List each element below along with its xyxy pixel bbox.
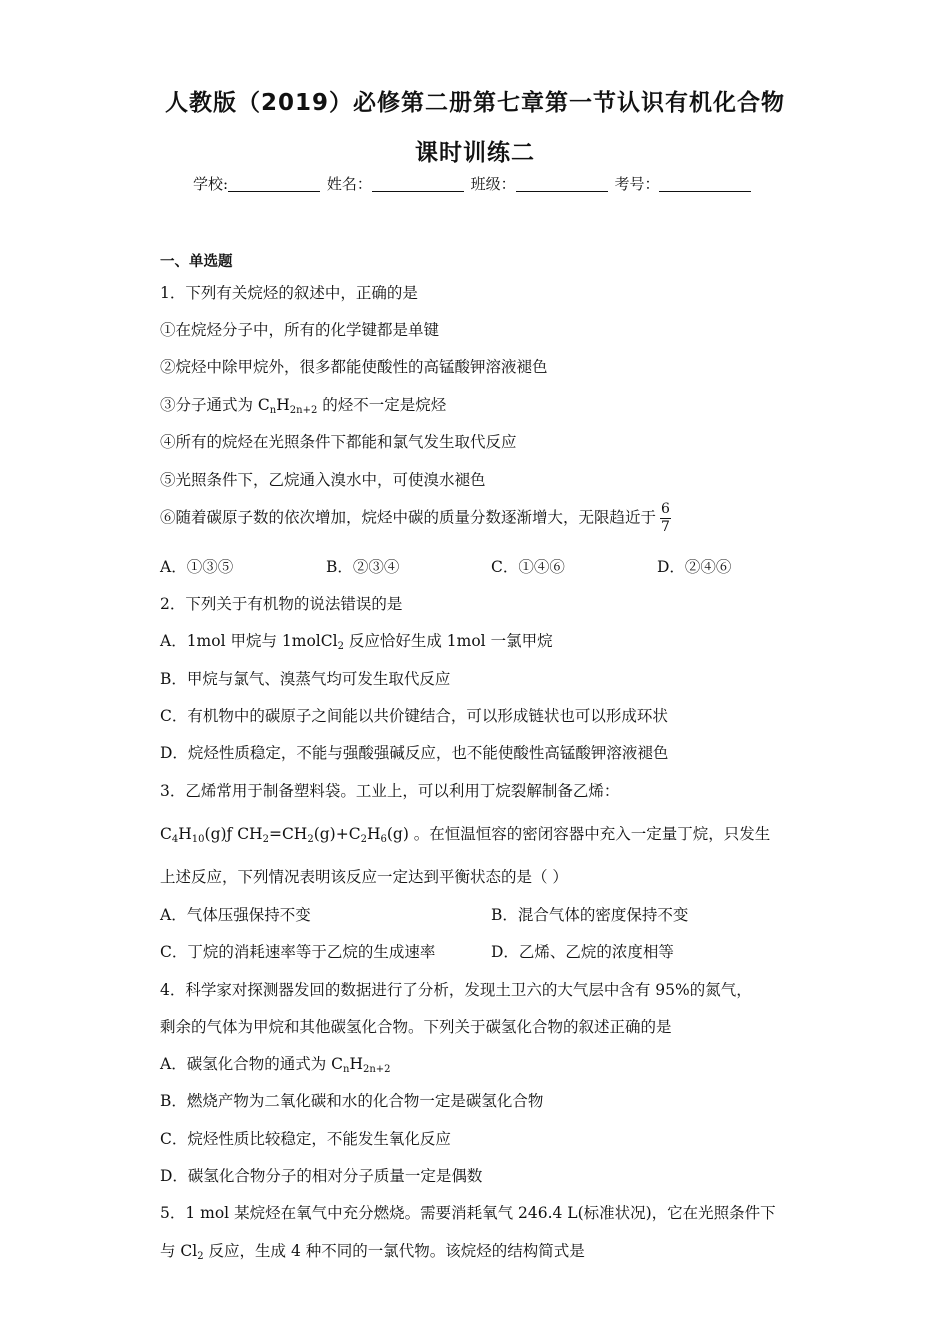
question-1-statement-2: ②烷烃中除甲烷外，很多都能使酸性的高锰酸钾溶液褪色 [160,358,548,376]
question-1-option-b[interactable]: B．②③④ [326,558,400,576]
section-heading: 一、单选题 [160,254,233,270]
question-3-equation: $C_4H_{10}(g)ƒ$ $CH_2=CH_2(g)+C_2H_6(g)$ 。在恒温恒容的密闭容器中充入一定量丁烷，只发生 [160,825,771,845]
school-blank[interactable] [228,175,320,192]
question-2-option-d[interactable]: D．烷烃性质稳定，不能与强酸强碱反应，也不能使酸性高锰酸钾溶液褪色 [160,744,669,762]
exam-number-blank[interactable] [659,175,751,192]
question-1-statement-5: ⑤光照条件下，乙烷通入溴水中，可使溴水褪色 [160,471,486,489]
school-label: 学校: [193,175,229,193]
question-3-option-b[interactable]: B．混合气体的密度保持不变 [491,906,689,924]
question-1-statement-1: ①在烷烃分子中，所有的化学键都是单键 [160,321,440,339]
name-blank[interactable] [372,175,464,192]
question-2-option-b[interactable]: B．甲烷与氯气、溴蒸气均可发生取代反应 [160,670,451,688]
question-5-stem-2: 与 $Cl_2$ 反应，生成 4 种不同的一氯代物。该烷烃的结构简式是 [160,1242,585,1262]
question-1-stem: 1．下列有关烷烃的叙述中，正确的是 [160,284,418,302]
question-1-statement-3: ③分子通式为 $C_nH_{2n+2}$ 的烃不一定是烷烃 [160,396,447,416]
question-1-statement-4: ④所有的烷烃在光照条件下都能和氯气发生取代反应 [160,433,517,451]
fraction: $\frac{6}{7}$ [661,501,670,535]
student-info-row [193,173,753,194]
question-3-stem: 3．乙烯常用于制备塑料袋。工业上，可以利用丁烷裂解制备乙烯： [160,782,620,800]
question-5-stem: 5．1 mol 某烷烃在氧气中充分燃烧。需要消耗氧气 246.4 L(标准状况)，它在光照条件下 [160,1204,776,1222]
question-2-option-a[interactable]: A．1mol 甲烷与 1molCl$_2$ 反应恰好生成 1mol 一氯甲烷 [160,632,553,652]
question-1-option-c[interactable]: C．①④⑥ [491,558,565,576]
question-4-stem-2: 剩余的气体为甲烷和其他碳氢化合物。下列关于碳氢化合物的叙述正确的是 [160,1018,672,1036]
question-4-option-c[interactable]: C．烷烃性质比较稳定，不能发生氧化反应 [160,1130,451,1148]
question-3-option-c[interactable]: C．丁烷的消耗速率等于乙烷的生成速率 [160,943,436,961]
question-3-option-d[interactable]: D．乙烯、乙烷的浓度相等 [491,943,674,961]
name-label: 姓名： [326,175,372,193]
class-label: 班级： [470,175,516,193]
question-4-option-a[interactable]: A．碳氢化合物的通式为 $C_nH_{2n+2}$ [160,1055,391,1075]
exam-number-label: 考号： [614,175,660,193]
question-3-option-a[interactable]: A．气体压强保持不变 [160,906,311,924]
question-1-option-d[interactable]: D．②④⑥ [657,558,732,576]
question-2-option-c[interactable]: C．有机物中的碳原子之间能以共价键结合，可以形成链状也可以形成环状 [160,707,668,725]
question-2-stem: 2．下列关于有机物的说法错误的是 [160,595,403,613]
question-3-stem-2: 上述反应，下列情况表明该反应一定达到平衡状态的是（ ） [160,868,568,886]
question-4-option-d[interactable]: D．碳氢化合物分子的相对分子质量一定是偶数 [160,1167,483,1185]
page-subtitle: 课时训练二 [415,140,535,166]
class-blank[interactable] [516,175,608,192]
page-title: 人教版（2019）必修第二册第七章第一节认识有机化合物 [164,90,785,116]
question-1-statement-6: ⑥随着碳原子数的依次增加，烷烃中碳的质量分数逐渐增大，无限趋近于 $\frac{6}{7}$ [160,501,670,535]
question-4-option-b[interactable]: B．燃烧产物为二氧化碳和水的化合物一定是碳氢化合物 [160,1092,544,1110]
question-4-stem: 4．科学家对探测器发回的数据进行了分析，发现土卫六的大气层中含有 95%的氮气， [160,981,752,999]
question-1-option-a[interactable]: A．①③⑤ [160,558,234,576]
